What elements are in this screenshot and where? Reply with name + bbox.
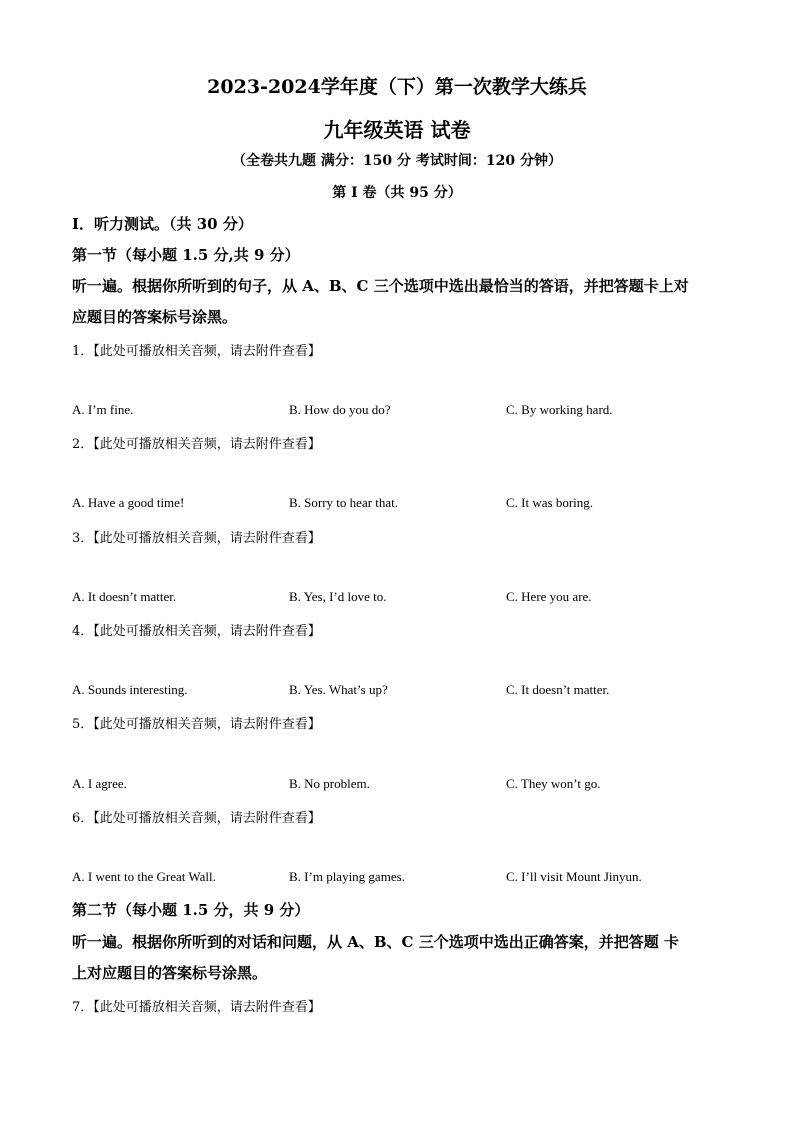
page-subtitle: 九年级英语 试卷: [323, 118, 471, 142]
part1-instruction-cont: 应题目的答案标号涂黑。: [72, 308, 238, 326]
option-c[interactable]: C. Here you are.: [506, 589, 592, 604]
question-prompt[interactable]: 7．【此处可播放相关音频，请去附件查看】: [72, 1000, 321, 1015]
option-c[interactable]: C. By working hard.: [506, 402, 613, 417]
part1-title: 第一节（每小题 1.5 分,共 9 分）: [72, 246, 300, 264]
part2-instruction-cont: 上对应题目的答案标号涂黑。: [72, 964, 268, 982]
option-a[interactable]: A. I went to the Great Wall.: [72, 869, 216, 884]
question-prompt[interactable]: 1．【此处可播放相关音频，请去附件查看】: [72, 344, 321, 359]
option-c[interactable]: C. It was boring.: [506, 495, 594, 510]
question-prompt[interactable]: 2．【此处可播放相关音频，请去附件查看】: [72, 437, 321, 452]
option-a[interactable]: A. Sounds interesting.: [72, 682, 188, 697]
question-prompt[interactable]: 3．【此处可播放相关音频，请去附件查看】: [72, 531, 321, 546]
part1-instruction: 听一遍。根据你所听到的句子，从 A、B、C 三个选项中选出最恰当的答语，并把答题卡上对: [72, 277, 689, 295]
page-title: 2023-2024学年度（下）第一次教学大练兵: [207, 76, 587, 98]
section-heading: I．听力测试。（共 30 分）: [72, 215, 253, 233]
option-c[interactable]: C. They won’t go.: [506, 776, 601, 791]
option-c[interactable]: C. It doesn’t matter.: [506, 682, 610, 697]
question-prompt[interactable]: 5．【此处可播放相关音频，请去附件查看】: [72, 717, 321, 732]
option-a[interactable]: A. I’m fine.: [72, 402, 134, 417]
question-prompt[interactable]: 4．【此处可播放相关音频，请去附件查看】: [72, 624, 321, 639]
exam-info: （全卷共九题 满分：150 分 考试时间：120 分钟）: [232, 153, 562, 169]
option-b[interactable]: B. How do you do?: [289, 402, 391, 417]
option-b[interactable]: B. Yes, I’d love to.: [289, 589, 387, 604]
option-a[interactable]: A. I agree.: [72, 776, 127, 791]
option-b[interactable]: B. I’m playing games.: [289, 869, 405, 884]
option-a[interactable]: A. Have a good time!: [72, 495, 185, 510]
question-prompt[interactable]: 6．【此处可播放相关音频，请去附件查看】: [72, 811, 321, 826]
part2-title: 第二节（每小题 1.5 分，共 9 分）: [72, 901, 310, 919]
volume-heading: 第 I 卷（共 95 分）: [332, 185, 462, 201]
option-c[interactable]: C. I’ll visit Mount Jinyun.: [506, 869, 642, 884]
part2-instruction: 听一遍。根据你所听到的对话和问题，从 A、B、C 三个选项中选出正确答案，并把答题 卡: [72, 933, 679, 951]
option-b[interactable]: B. Yes. What’s up?: [289, 682, 388, 697]
option-b[interactable]: B. Sorry to hear that.: [289, 495, 399, 510]
option-a[interactable]: A. It doesn’t matter.: [72, 589, 177, 604]
option-b[interactable]: B. No problem.: [289, 776, 370, 791]
